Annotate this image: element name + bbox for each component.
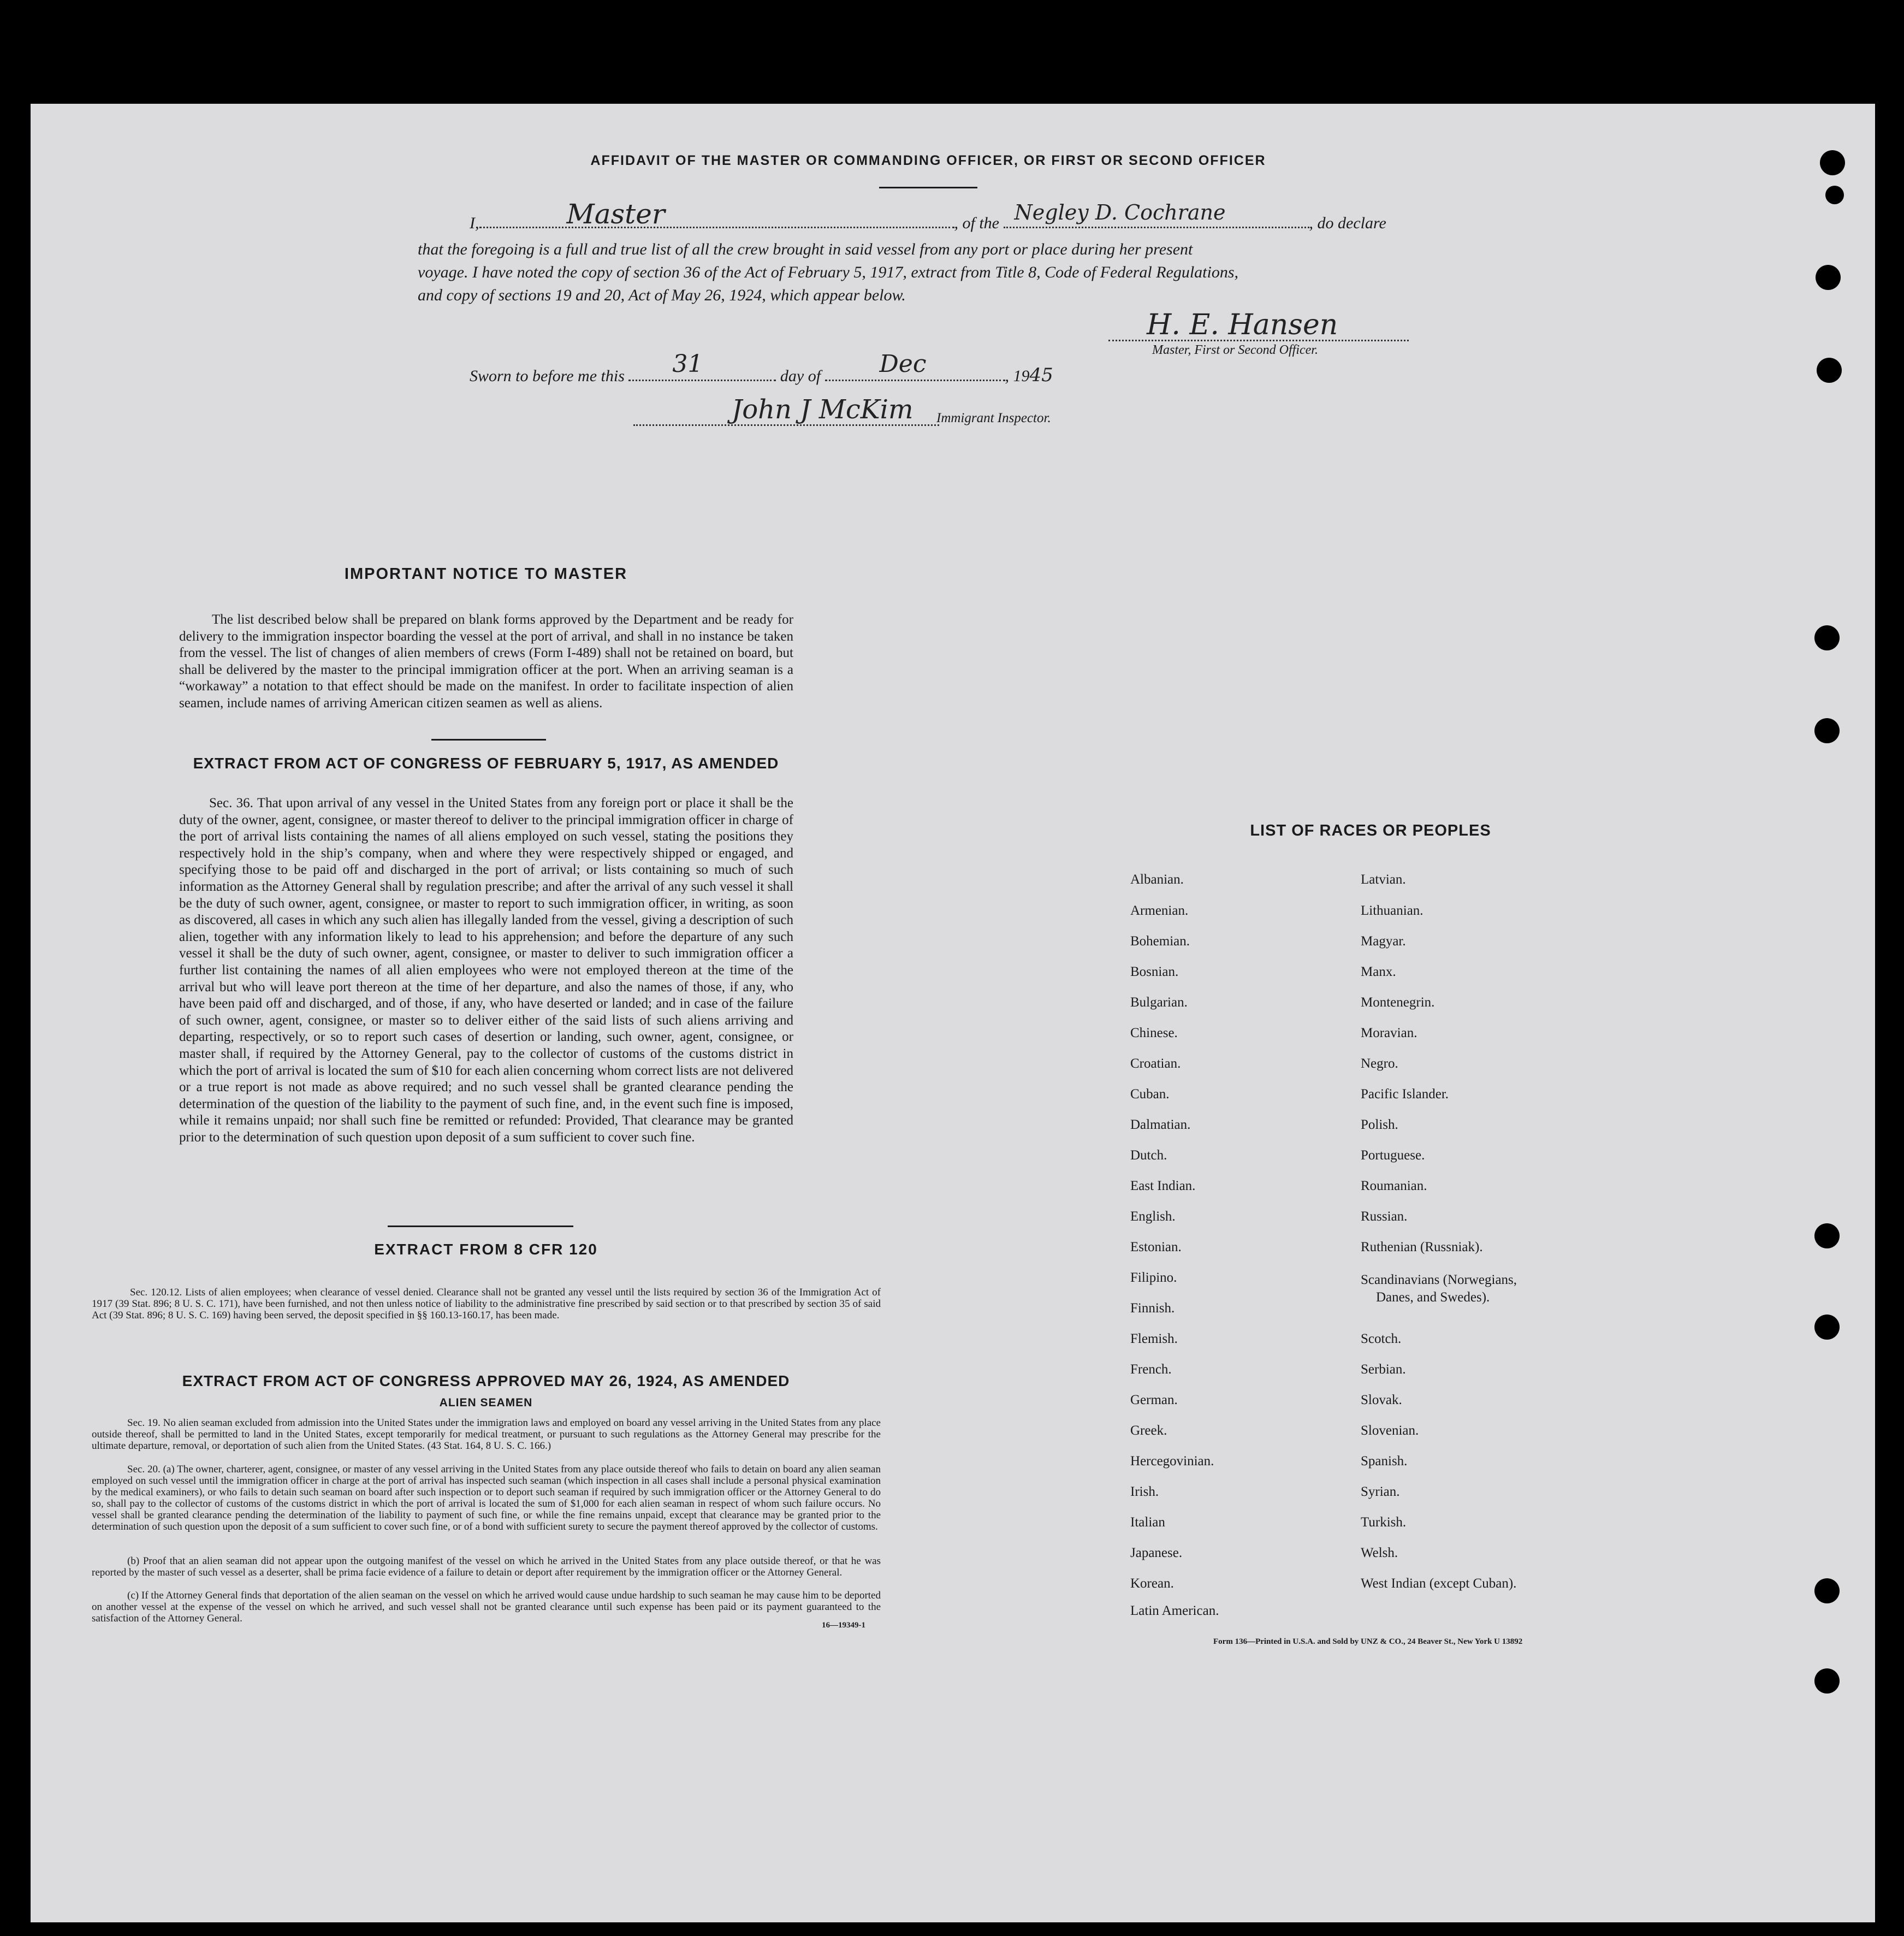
race-right-item: West Indian (except Cuban). [1361, 1576, 1517, 1591]
punch-hole-7 [1814, 1223, 1840, 1248]
race-right-item: Welsh. [1361, 1546, 1398, 1560]
cfr-text: Sec. 120.12. Lists of alien employees; when clearance of vessel denied. Clearance shall not be granted any vessel until the lists required by section 36 of the Immigration Act of 1917 (39 Stat. 896; 8 U. S. C. 171), have been furnished, and not then unless notice of liability to the administrative fine prescribed by said section or to that prescribed by section 35 of said Act (39 Stat. 896; 8 U. S. C. 169) having been served, the deposit specified in §§ 160.13-160.17, has been made. [92, 1287, 881, 1321]
race-right-item: Syrian. [1361, 1484, 1400, 1499]
footer-printer-note: Form 136—Printed in U.S.A. and Sold by UNZ & CO., 24 Beaver St., New York U 13892 [1213, 1637, 1523, 1646]
sec20c-text: (c) If the Attorney General finds that deportation of the alien seaman on the vessel on which he arrived would cause undue hardship to such seaman he may cause him to be deported on another vessel at the expense of the vessel on which he arrived, and such vessel shall not be granted clearance until such expense has been paid or its payment guaranteed to the satisfaction of the Attorney General. [92, 1590, 881, 1624]
race-right-item: Slovenian. [1361, 1423, 1419, 1438]
race-left-item: Bosnian. [1130, 964, 1179, 979]
race-left-item: Armenian. [1130, 903, 1189, 918]
line1-of-the: , of the [954, 214, 999, 232]
inspector-signature: John J McKim [732, 394, 914, 425]
race-left-item: Bohemian. [1130, 934, 1190, 949]
race-right-item: Turkish. [1361, 1515, 1407, 1530]
race-right-item: Moravian. [1361, 1026, 1417, 1040]
race-left-item: Albanian. [1130, 872, 1184, 887]
line1-prefix: I, [470, 214, 479, 232]
race-right-item: Magyar. [1361, 934, 1406, 949]
race-right-item: Pacific Islander. [1361, 1087, 1449, 1102]
sworn-year-handwriting: 45 [1029, 364, 1053, 386]
race-left-item: Latin American. [1130, 1603, 1219, 1618]
race-left-item: Bulgarian. [1130, 995, 1188, 1010]
race-left-item: French. [1130, 1362, 1172, 1377]
extract1924-title: EXTRACT FROM ACT OF CONGRESS APPROVED MAY 26, 1924, AS AMENDED [182, 1372, 790, 1389]
punch-hole-2 [1825, 186, 1844, 204]
sworn-prefix: Sworn to before me this [470, 367, 625, 385]
race-left-item: Filipino. [1130, 1270, 1177, 1285]
affidavit-line3: voyage. I have noted the copy of section 36 of the Act of February 5, 1917, extract from Title 8, Code of Federal Regulations, [418, 263, 1239, 281]
race-right-item: Lithuanian. [1361, 903, 1423, 918]
sworn-year-prefix: , 19 [1005, 367, 1030, 385]
affidavit-line2: that the foregoing is a full and true list of all the crew brought in said vessel from any port or place during her present [418, 240, 1193, 258]
punch-hole-4 [1817, 358, 1842, 383]
race-right-item: Polish. [1361, 1117, 1398, 1132]
race-left-item: Hercegovinian. [1130, 1454, 1214, 1469]
race-left-item: East Indian. [1130, 1179, 1196, 1193]
inspector-caption: Immigrant Inspector. [936, 411, 1051, 425]
race-right-item: Negro. [1361, 1056, 1398, 1071]
extract1917-text: Sec. 36. That upon arrival of any vessel in the United States from any foreign port or place it shall be the duty of the owner, agent, consignee, or master thereof to deliver to the principal immigration officer in charge of the port of arrival lists containing the names of all aliens employed on such vessel, stating the positions they respectively hold in the ship’s company, when and where they were respectively shipped or engaged, and specifying those to be paid off and discharged in the port of arrival; or lists containing so much of such information as the Attorney General shall by regulation prescribe; and after the arrival of any such vessel it shall be the duty of such owner, agent, consignee, or master to report to such immigration officer, in writing, as soon as discovered, all cases in which any such alien has illegally landed from the vessel, giving a description of such alien, together with any information likely to lead to his apprehension; and before the departure of any such vessel it shall be the duty of such owner, agent, consignee, or master to deliver to such immigration officer a further list containing the names of all alien employees who were not employed thereon at the time of the arrival but who will leave port thereon at the time of her departure, and also the names of those, if any, who have been paid off and discharged, and of those, if any, who have deserted or landed; and in case of the failure of such owner, agent, consignee, or master so to deliver either of the said lists of such aliens arriving and departing, respectively, or so to report such cases of desertion or landing, such owner, agent, consignee, or master shall, if required by the Attorney General, pay to the collector of customs of the customs district in which the port of arrival is located the sum of $10 for each alien concerning whom correct lists are not delivered or a true report is not made as above required; and no such vessel shall be granted clearance pending the determination of the question of the liability to the payment of such fine, and, in the event such fine is imposed, while it remains unpaid; nor shall such fine be remitted or refunded: Provided, That clearance may be granted prior to the determination of such question upon deposit of a sum sufficient to cover such fine. [179, 796, 793, 1145]
punch-hole-5 [1814, 625, 1840, 650]
race-right-item: Serbian. [1361, 1362, 1406, 1377]
race-left-item: Finnish. [1130, 1301, 1175, 1316]
sworn-day-of: day of [780, 367, 821, 385]
master-signature-caption: Master, First or Second Officer. [1152, 343, 1318, 357]
race-left-item: German. [1130, 1393, 1178, 1407]
notice-title: IMPORTANT NOTICE TO MASTER [344, 565, 628, 583]
race-right-item: Portuguese. [1361, 1148, 1425, 1163]
race-left-item: Japanese. [1130, 1546, 1183, 1560]
punch-hole-1 [1820, 150, 1845, 175]
race-left-item: Korean. [1130, 1576, 1174, 1591]
extract1924-subtitle: ALIEN SEAMEN [439, 1396, 533, 1409]
master-name-handwriting: Master [566, 198, 665, 230]
notice-rule [431, 739, 546, 741]
race-left-item: Estonian. [1130, 1240, 1182, 1254]
line1-suffix: , do declare [1309, 214, 1386, 232]
punch-hole-9 [1814, 1578, 1840, 1603]
sec19-text: Sec. 19. No alien seaman excluded from admission into the United States under the immigration laws and employed on board any vessel arriving in the United States from any place outside thereof, shall be permitted to land in the United States, except temporarily for medical treatment, or pursuant to such regulations as the Attorney General may prescribe for the ultimate departure, removal, or deportation of such alien from the United States. (43 Stat. 164, 8 U. S. C. 166.) [92, 1417, 881, 1452]
extract1917-title: EXTRACT FROM ACT OF CONGRESS OF FEBRUARY 5, 1917, AS AMENDED [193, 755, 779, 772]
race-left-item: Cuban. [1130, 1087, 1170, 1102]
race-right-item: Montenegrin. [1361, 995, 1435, 1010]
race-left-item: English. [1130, 1209, 1176, 1224]
punch-hole-10 [1814, 1668, 1840, 1694]
race-right-item: Danes, and Swedes). [1376, 1290, 1490, 1305]
sworn-day-handwriting: 31 [672, 350, 703, 378]
race-right-item: Spanish. [1361, 1454, 1408, 1469]
affidavit-line1 [470, 198, 1442, 233]
race-left-item: Italian [1130, 1515, 1165, 1530]
race-left-item: Croatian. [1130, 1056, 1181, 1071]
race-right-item: Slovak. [1361, 1393, 1402, 1407]
sec20a-text: Sec. 20. (a) The owner, charterer, agent, consignee, or master of any vessel arriving in the United States from any place outside thereof who fails to detain on board any alien seaman employed on such vessel until the immigration officer in charge at the port of arrival has inspected such seaman (which inspection in all cases shall include a personal physical examination by the medical examiners), or who fails to detain such seaman on board after such inspection or to deport such seaman if required by such immigration officer or the Attorney General to do so, shall pay to the collector of customs of the customs district in which the port of arrival is located the sum of $1,000 for each alien seaman in respect of whom such failure occurs. No vessel shall be granted clearance pending the determination of the liability to payment of such fine, or while the fine remains unpaid, except that clearance may be granted prior to the determination of such question upon the deposit of a sum sufficient to cover such fine, or of a bond with sufficient surety to secure the payment thereof approved by the collector of customs. [92, 1464, 881, 1532]
race-left-item: Greek. [1130, 1423, 1167, 1438]
race-right-item: Latvian. [1361, 872, 1406, 887]
race-right-item: Ruthenian (Russniak). [1361, 1240, 1483, 1254]
form-number: 16—19349-1 [822, 1621, 865, 1630]
affidavit-title-rule [879, 187, 977, 188]
vessel-name-handwriting: Negley D. Cochrane [1014, 200, 1226, 224]
sec20b-text: (b) Proof that an alien seaman did not appear upon the outgoing manifest of the vessel on which he arrived in the United States from any place outside thereof, or that he was reported by the master of such vessel as a deserter, shall be prima facie evidence of a failure to detain or deport after requirement by the immigration officer or the Attorney General. [92, 1555, 881, 1578]
punch-hole-3 [1816, 265, 1841, 290]
race-right-item: Manx. [1361, 964, 1396, 979]
race-left-item: Flemish. [1130, 1331, 1178, 1346]
affidavit-line4: and copy of sections 19 and 20, Act of May 26, 1924, which appear below. [418, 286, 906, 304]
race-right-item: Scandinavians (Norwegians, [1361, 1272, 1517, 1287]
sworn-month-handwriting: Dec [879, 350, 927, 378]
race-right-item: Scotch. [1361, 1331, 1402, 1346]
sworn-line [470, 350, 1053, 386]
race-left-item: Irish. [1130, 1484, 1159, 1499]
punch-hole-8 [1814, 1315, 1840, 1340]
affidavit-title: AFFIDAVIT OF THE MASTER OR COMMANDING OFFICER, OR FIRST OR SECOND OFFICER [590, 153, 1266, 168]
races-title: LIST OF RACES OR PEOPLES [1250, 822, 1491, 839]
cfr-title: EXTRACT FROM 8 CFR 120 [374, 1241, 598, 1258]
race-left-item: Dutch. [1130, 1148, 1167, 1163]
master-signature: H. E. Hansen [1147, 309, 1338, 341]
race-left-item: Dalmatian. [1130, 1117, 1191, 1132]
notice-text: The list described below shall be prepared on blank forms approved by the Department and be ready for delivery to the immigration inspector boarding the vessel at the port of arrival, and shall in no instance be taken from the vessel. The list of changes of alien members of crews (Form I-489) shall not be retained on board, but shall be delivered by the master to the principal immigration officer at the port. When an arriving seaman is a “workaway” a notation to that effect should be made on the manifest. In order to facilitate inspection of alien seamen, include names of arriving American citizen seamen as well as aliens. [179, 612, 793, 711]
punch-hole-6 [1814, 718, 1840, 743]
race-right-item: Roumanian. [1361, 1179, 1427, 1193]
extract1917-rule [388, 1225, 573, 1227]
race-left-item: Chinese. [1130, 1026, 1178, 1040]
race-right-item: Russian. [1361, 1209, 1408, 1224]
